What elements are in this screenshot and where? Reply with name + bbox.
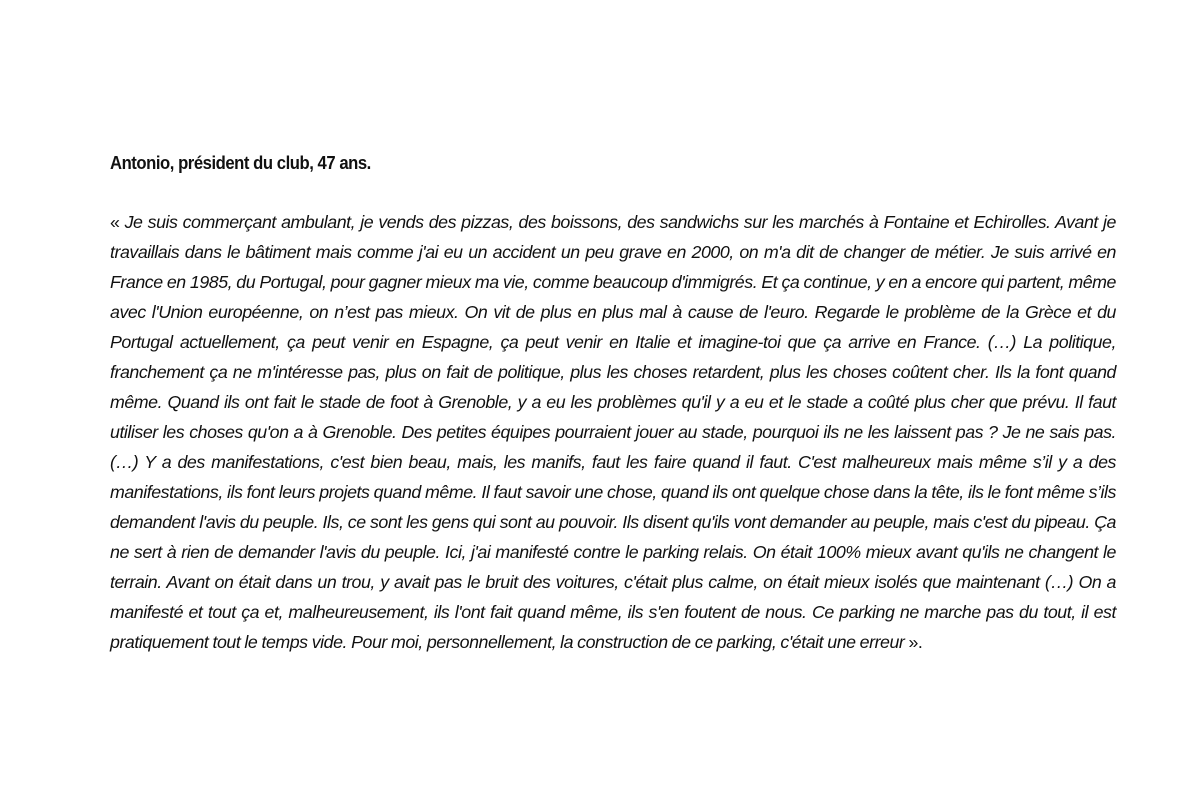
interview-quote (110, 207, 1116, 657)
quote-body-text: Je suis commerçant ambulant, je vends des pizzas, des boissons, des sandwichs sur les marchés à Fontaine et Echirolles. Avant je travaillais dans le bâtiment mais comme j'ai eu un accident un peu grave en 2000, on m'a dit de changer de métier. Je suis arrivé en France en 1985, du Portugal, pour gagner mieux ma vie, comme beaucoup d'immigrés. Et ça continue, y en a encore qui partent, même avec l'Union européenne, on n’est pas mieux. On vit de plus en plus mal à cause de l'euro. Regarde le problème de la Grèce et du Portugal actuellement, ça peut venir en Espagne, ça peut venir en Italie et imagine-toi que ça arrive en France. (…) La politique, franchement ça ne m'intéresse pas, plus on fait de politique, plus les choses retardent, plus les choses coûtent cher. Ils la font quand même. Quand ils ont fait le stade de foot à Grenoble, y a eu les problèmes qu'il y a eu et le stade a coûté plus cher que prévu. Il faut utiliser les choses qu'on a à Grenoble. Des petites équipes pourraient jouer au stade, pourquoi ils ne les laissent pas ? Je ne sais pas. (…) Y a des manifestations, c'est bien beau, mais, les manifs, faut les faire quand il faut. C'est malheureux mais même s’il y a des manifestations, ils font leurs projets quand même. Il faut savoir une chose, quand ils ont quelque chose dans la tête, ils le font même s’ils demandent l'avis du peuple. Ils, ce sont les gens qui sont au pouvoir. Ils disent qu'ils vont demander au peuple, mais c'est du pipeau. Ça ne sert à rien de demander l'avis du peuple. Ici, j'ai manifesté contre le parking relais. On était 100% mieux avant qu'ils ne changent le terrain. Avant on était dans un trou, y avait pas le bruit des voitures, c'était plus calme, on était mieux isolés que maintenant (…) On a manifesté et tout ça et, malheureusement, ils l'ont fait quand même, ils s'en foutent de nous. Ce parking ne marche pas du tout, il est pratiquement tout le temps vide. Pour moi, personnellement, la construction de ce parking, c'était une erreur (110, 212, 1116, 652)
closing-quote-mark: ». (904, 632, 923, 652)
opening-quote-mark: « (110, 212, 125, 232)
interviewee-heading: Antonio, président du club, 47 ans. (110, 152, 371, 173)
document-content (110, 150, 1116, 657)
